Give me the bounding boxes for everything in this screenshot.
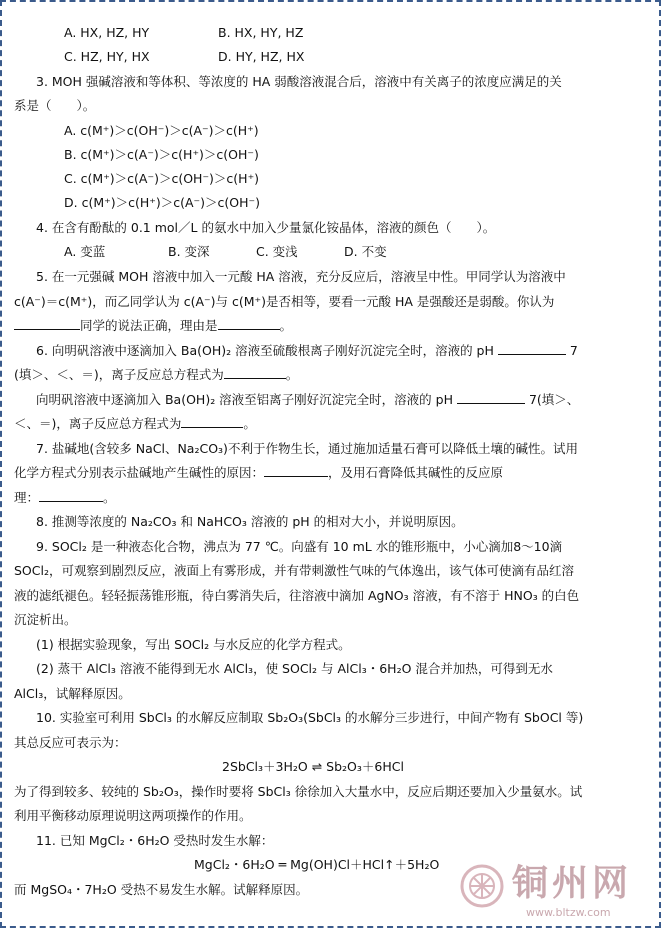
q9-subquestion-2-line-2: AlCl₃，试解释原因。 <box>14 686 131 701</box>
q6-line-3-text-a: 向明矾溶液中逐滴加入 Ba(OH)₂ 溶液至铝离子刚好沉淀完全时，溶液的 pH <box>36 392 453 407</box>
q7-line-2-text-a: 化学方程式分别表示盐碱地产生碱性的原因： <box>14 465 265 480</box>
q4-options <box>64 243 387 261</box>
q6-line-2-text-a: (填＞、＜、＝)，离子反应总方程式为 <box>14 367 224 382</box>
q2-options-row-1 <box>64 24 303 42</box>
q3-option-a: A. c(M⁺)＞c(OH⁻)＞c(A⁻)＞c(H⁺) <box>64 123 259 138</box>
q9-line-3: 液的滤纸褪色。轻轻振荡锥形瓶，待白雾消失后，往溶液中滴加 AgNO₃ 溶液，有不溶于 HNO₃ 的白色 <box>14 588 580 603</box>
q5-line-3 <box>14 317 292 335</box>
q3-stem-line-1: 3. MOH 强碱溶液和等体积、等浓度的 HA 弱酸溶液混合后，溶液中有关离子的浓度应满足的关 <box>36 74 562 89</box>
q5-line-1: 5. 在一元强碱 MOH 溶液中加入一元酸 HA 溶液，充分反应后，溶液呈中性。甲同学认为溶液中 <box>36 269 566 284</box>
q3-option-b: B. c(M⁺)＞c(A⁻)＞c(H⁺)＞c(OH⁻) <box>64 147 259 162</box>
q6-line-4-text-b: 。 <box>243 416 256 431</box>
q6-line-1-text-b: 7 <box>569 343 578 358</box>
q10-line-1: 10. 实验室可利用 SbCl₃ 的水解反应制取 Sb₂O₃(SbCl₃ 的水解分三步进行，中间产物有 SbOCl 等) <box>36 710 584 725</box>
q7-line-2-text-b: ，及用石膏降低其碱性的反应原 <box>328 465 504 480</box>
q2-option-c: C. HZ, HY, HX <box>64 49 150 64</box>
q6-line-3-text-b: 7(填＞、 <box>528 392 580 407</box>
q3-option-d: D. c(M⁺)＞c(H⁺)＞c(A⁻)＞c(OH⁻) <box>64 195 260 210</box>
watermark-url: www.bltzw.com <box>526 906 611 919</box>
q9-line-1: 9. SOCl₂ 是一种液态化合物，沸点为 77 ℃。向盛有 10 mL 水的锥形瓶中，小心滴加8～10滴 <box>36 539 563 554</box>
q6-line-4-text-a: ＜、＝)，离子反应总方程式为 <box>14 416 182 431</box>
q6-ph-blank-2[interactable] <box>457 391 525 404</box>
q9-line-2: SOCl₂，可观察到剧烈反应，液面上有雾形成，并有带刺激性气味的气体逸出，该气体可使滴有品红溶 <box>14 563 574 578</box>
q7-line-1: 7. 盐碱地(含较多 NaCl、Na₂CO₃)不利于作物生长，通过施加适量石膏可以降低土壤的碱性。试用 <box>36 441 578 456</box>
q7-answer-blank-1[interactable] <box>264 464 328 477</box>
q3-stem-line-2: 系是（ ）。 <box>14 98 96 113</box>
q4-option-c: C. 变浅 <box>256 244 298 259</box>
watermark-site-name: 铜州网 <box>512 862 633 904</box>
q5-line-3-text-a: 同学的说法正确，理由是 <box>80 318 218 333</box>
q11-line-2: 而 MgSO₄・7H₂O 受热不易发生水解。试解释原因。 <box>14 882 309 897</box>
q6-line-4 <box>14 415 256 433</box>
q2-options-row-2 <box>64 48 304 66</box>
q6-line-1-text-a: 6. 向明矾溶液中逐滴加入 Ba(OH)₂ 溶液至硫酸根离子刚好沉淀完全时，溶液的 pH <box>36 343 494 358</box>
q4-option-a: A. 变蓝 <box>64 244 106 259</box>
q5-line-2: c(A⁻)＝c(M⁺)，而乙同学认为 c(A⁻)与 c(M⁺)是否相等，要看一元酸 HA 是强酸还是弱酸。你认为 <box>14 294 555 309</box>
site-watermark <box>454 860 654 922</box>
q6-equation-blank-2[interactable] <box>181 415 243 428</box>
watermark-seal-icon <box>460 864 504 908</box>
q11-equation: MgCl₂・6H₂O ═ Mg(OH)Cl＋HCl↑＋5H₂O <box>194 857 440 872</box>
q9-subquestion-1: (1) 根据实验现象，写出 SOCl₂ 与水反应的化学方程式。 <box>36 637 351 652</box>
q2-option-b: B. HX, HY, HZ <box>218 25 304 40</box>
q10-line-4: 利用平衡移动原理说明这两项操作的作用。 <box>14 808 252 823</box>
q5-answer-blank-1[interactable] <box>14 317 80 330</box>
q6-equation-blank-1[interactable] <box>224 366 286 379</box>
q6-line-2-text-b: 。 <box>285 367 299 382</box>
q4-option-d: D. 不变 <box>344 244 387 259</box>
q7-line-2 <box>14 464 503 482</box>
q7-line-3-text-a: 理： <box>14 490 40 505</box>
q7-answer-blank-2[interactable] <box>39 489 103 502</box>
q6-line-1 <box>36 342 578 360</box>
q7-line-3-text-b: 。 <box>103 490 116 505</box>
q9-subquestion-2-line-1: (2) 蒸干 AlCl₃ 溶液不能得到无水 AlCl₃，使 SOCl₂ 与 AlCl₃・6H₂O 混合并加热，可得到无水 <box>36 661 553 676</box>
q7-line-3 <box>14 489 116 507</box>
q8-line-1: 8. 推测等浓度的 Na₂CO₃ 和 NaHCO₃ 溶液的 pH 的相对大小，并说明原因。 <box>36 514 464 529</box>
q6-line-2 <box>14 366 298 384</box>
q4-stem: 4. 在含有酚酞的 0.1 mol／L 的氨水中加入少量氯化铵晶体，溶液的颜色（ ）。 <box>36 220 496 235</box>
q6-ph-blank-1[interactable] <box>498 342 566 355</box>
q9-line-4: 沉淀析出。 <box>14 612 77 627</box>
q10-line-3: 为了得到较多、较纯的 Sb₂O₃，操作时要将 SbCl₃ 徐徐加入大量水中，反应后期还要加入少量氨水。试 <box>14 784 583 799</box>
q2-option-d: D. HY, HZ, HX <box>218 49 305 64</box>
q3-option-c: C. c(M⁺)＞c(A⁻)＞c(OH⁻)＞c(H⁺) <box>64 171 260 186</box>
q5-answer-blank-2[interactable] <box>218 317 280 330</box>
q10-equation: 2SbCl₃＋3H₂O ⇌ Sb₂O₃＋6HCl <box>222 759 404 774</box>
q2-option-a: A. HX, HZ, HY <box>64 25 150 40</box>
q5-line-3-text-b: 。 <box>279 318 293 333</box>
q4-option-b: B. 变深 <box>168 244 210 259</box>
q6-line-3 <box>36 391 579 409</box>
q11-line-1: 11. 已知 MgCl₂・6H₂O 受热时发生水解： <box>36 833 274 848</box>
q10-line-2: 其总反应可表示为： <box>14 735 127 750</box>
